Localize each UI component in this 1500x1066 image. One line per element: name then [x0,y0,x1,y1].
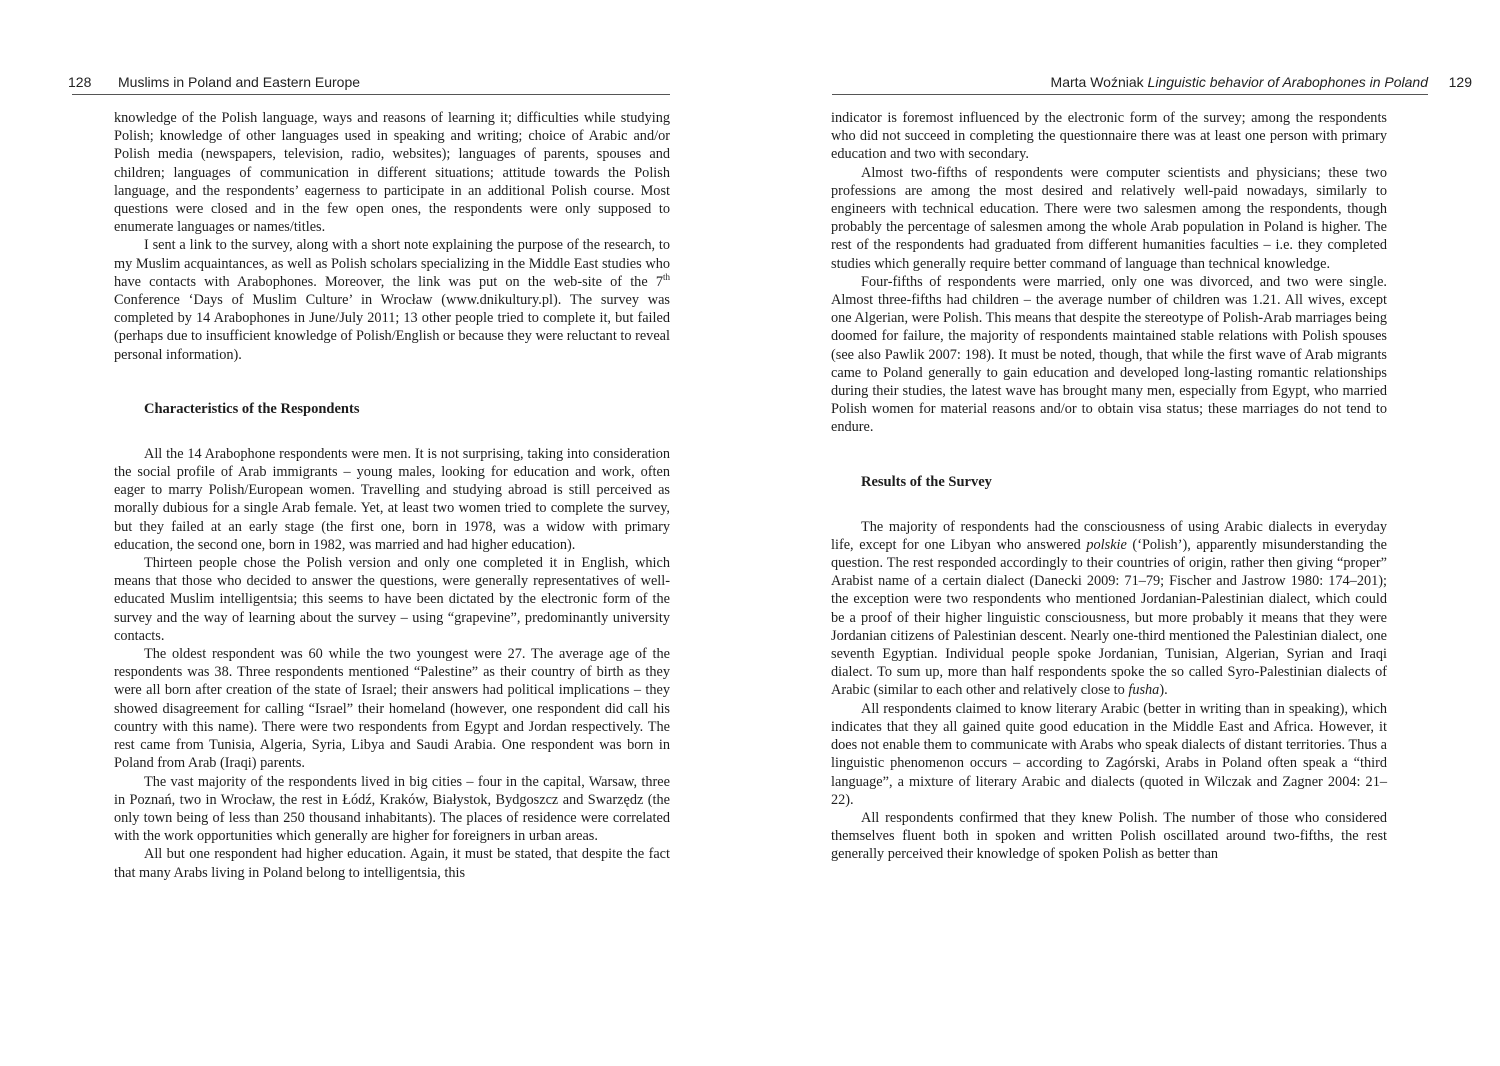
superscript: th [662,272,670,283]
paragraph-text: I sent a link to the survey, along with a short note explaining the purpose of the research, to my Muslim acquaintances, as well as Polish scholars specializing in the Middle East studies who have contacts with Arabophones. Moreover, the link was put on the web-site of the 7 [114,237,670,290]
left-running-title: Muslims in Poland and Eastern Europe [118,74,361,90]
right-page [750,0,1500,1066]
italic-term: fusha [1128,682,1160,699]
paragraph [831,518,1387,700]
left-running-header [68,72,670,95]
paragraph: Four-fifths of respondents were married, only one was divorced, and two were single. Almost three-fifths had children – the average number of children was 1.21. All wives, except one Algerian, were Polish. This means that despite the stereotype of Polish-Arab marriages being doomed for failure, the majority of respondents maintained stable relations with Polish spouses (see also Pawlik 2007: 198). It must be noted, though, that while the first wave of Arab migrants came to Poland generally to gain education and developed long-lasting romantic relationships during their studies, the latest wave has brought many men, especially from Egypt, who married Polish women for material reasons and/or to obtain visa status; these marriages do not tend to endure. [831,273,1387,436]
right-running-header [832,72,1472,95]
article-title: Linguistic behavior of Arabophones in Poland [1147,74,1428,90]
paragraph-text: The majority of respondents had the consciousness of using Arabic dialects in everyday life, except for one Libyan who answered [831,518,1387,553]
right-page-number: 129 [1448,74,1472,90]
section-heading: Results of the Survey [861,473,992,490]
right-page-body [831,109,1387,864]
paragraph-text: ). [1159,682,1168,699]
paragraph: The vast majority of the respondents lived in big cities – four in the capital, Warsaw, three in Poznań, two in Wrocław, the rest in Łódź, Kraków, Białystok, Bydgoszcz and Swarzędz (the only town being of less than 250 thousand inhabitants). The places of residence were correlated with the work opportunities which generally are higher for foreigners in urban areas. [114,773,670,845]
left-page-number: 128 [68,74,92,90]
paragraph: All the 14 Arabophone respondents were men. It is not surprising, taking into consideration the social profile of Arab immigrants – young males, looking for education and work, often eager to marry Polish/European women. Travelling and studying abroad is still perceived as morally dubious for a single Arab female. Yet, at least two women tried to complete the survey, but they failed at an early stage (the first one, born in 1978, was a widow with primary education, the second one, born in 1982, was married and had higher education). [114,445,670,553]
paragraph: knowledge of the Polish language, ways and reasons of learning it; difficulties while studying Polish; knowledge of other languages used in speaking and writing; choice of Arabic and/or Polish media (newspapers, television, radio, websites); languages of parents, spouses and children; languages of communication in different situations; attitude towards the Polish language, and the respondents’ eagerness to participate in an additional Polish course. Most questions were closed and in the few open ones, the respondents were only supposed to enumerate languages or names/titles. [114,110,670,236]
author-name: Marta Woźniak [1050,74,1144,90]
paragraph: All but one respondent had higher education. Again, it must be stated, that despite the fact that many Arabs living in Poland belong to intelligentsia, this [114,846,670,881]
paragraph: All respondents confirmed that they knew Polish. The number of those who considered themselves fluent both in spoken and written Polish oscillated around two-fifths, the rest generally perceived their knowledge of spoken Polish as better than [831,809,1387,863]
section-heading: Characteristics of the Respondents [144,400,360,417]
left-page-body [114,109,670,882]
italic-term: polskie [1086,536,1127,553]
paragraph [114,236,670,363]
paragraph: Thirteen people chose the Polish version and only one completed it in English, which means that those who decided to answer the questions, were generally representatives of well-educated Muslim intelligentsia; this seems to have been dictated by the electronic form of the survey and the way of learning about the survey – using “grapevine”, predominantly university contacts. [114,555,670,644]
paragraph: All respondents claimed to know literary Arabic (better in writing than in speaking), which indicates that they all gained quite good education in the Middle East and Africa. However, it does not enable them to communicate with Arabs who speak dialects of distant territories. Thus a linguistic phenomenon occurs – according to Zagórski, Arabs in Poland often speak a “third language”, a mixture of literary Arabic and dialects (quoted in Wilczak and Zagner 2004: 21–22). [831,700,1387,808]
paragraph: Almost two-fifths of respondents were computer scientists and physicians; these two professions are among the most desired and relatively well-paid nowadays, similarly to engineers with technical education. There were two salesmen among the respondents, though probably the percentage of salesmen among the whole Arab population in Poland is higher. The rest of the respondents had graduated from different humanities faculties – i.e. they completed studies which generally require better command of language than technical knowledge. [831,164,1387,272]
paragraph-text: (‘Polish’), apparently misunderstanding the question. The rest responded accordingly to their countries of origin, rather then giving “proper” Arabist name of a certain dialect (Danecki 2009: 71–79; Fischer and Jastrow 1980: 174–201); the exception were two respondents who mentioned Jordanian-Palestinian dialect, which could be a proof of their higher linguistic consciousness, but more probably it means that they were Jordanian citizens of Palestinian descent. Nearly one-third mentioned the Palestinian dialect, one seventh Egyptian. Individual people spoke Jordanian, Tunisian, Algerian, Syrian and Iraqi dialect. To sum up, more than half respondents spoke the so called Syro-Palestinian dialects of Arabic (similar to each other and relatively close to [831,536,1387,699]
right-running-head [1051,72,1428,92]
paragraph: The oldest respondent was 60 while the two youngest were 27. The average age of the respondents was 38. Three respondents mentioned “Palestine” as their country of birth as they were all born after creation of the state of Israel; their answers had political implications – they showed disagreement for calling “Israel” their homeland (however, one respondent did call his country with this name). There were two respondents from Egypt and Jordan respectively. The rest came from Tunisia, Algeria, Syria, Libya and Saudi Arabia. One respondent was born in Poland from Arab (Iraqi) parents. [114,646,670,772]
paragraph-text: Conference ‘Days of Muslim Culture’ in Wrocław (www.dnikultury.pl). The survey was completed by 14 Arabophones in June/July 2011; 13 other people tried to complete it, but failed (perhaps due to insufficient knowledge of Polish/English or because they were reluctant to reveal personal information). [114,292,670,363]
paragraph: indicator is foremost influenced by the electronic form of the survey; among the respondents who did not succeed in completing the questionnaire there was at least one person with primary education and two with secondary. [831,110,1387,163]
